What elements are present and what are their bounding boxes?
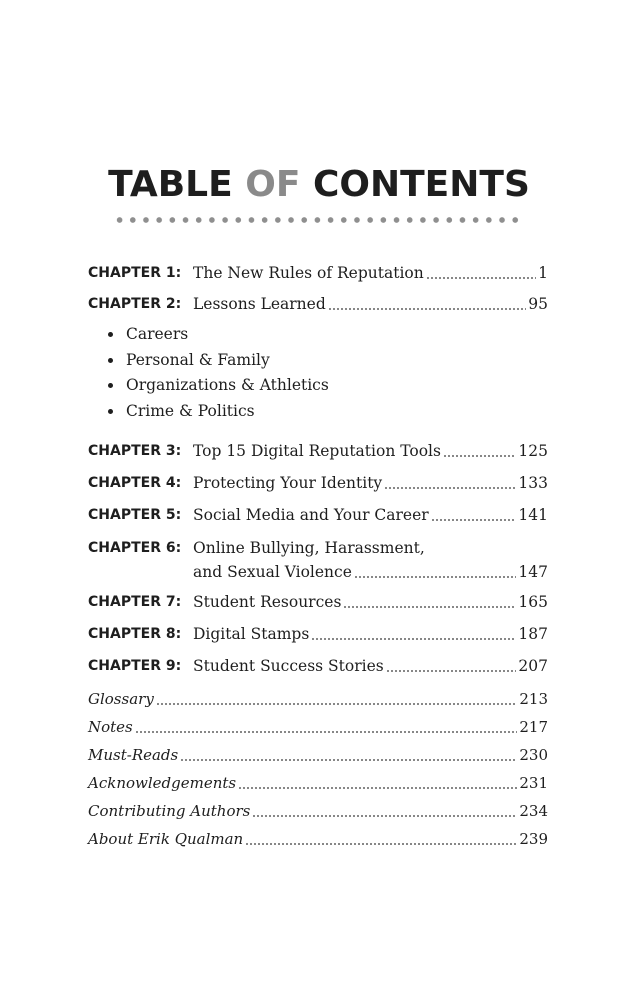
dot-leader [245, 843, 517, 845]
chapter-title: Protecting Your Identity [193, 474, 383, 492]
toc-entry-notes[interactable] [88, 715, 548, 739]
list-item [104, 322, 329, 348]
list-item [104, 373, 329, 399]
dot-leader [384, 487, 516, 489]
dot-leader [238, 787, 517, 789]
toc-entry-chapter-3[interactable] [88, 439, 548, 463]
dot-leader [431, 519, 517, 521]
page-number: 230 [519, 746, 548, 764]
page-number: 239 [519, 830, 548, 848]
subtopic-label: Organizations & Athletics [126, 376, 329, 394]
page-number: 213 [519, 690, 548, 708]
subtopic-label: Crime & Politics [126, 401, 255, 420]
chapter-label: CHAPTER 6: [88, 540, 182, 556]
toc-entry-about-author[interactable] [88, 827, 548, 851]
chapter-title: Top 15 Digital Reputation Tools [193, 442, 441, 460]
bullet-icon [108, 409, 113, 414]
toc-entry-chapter-6-continued[interactable] [88, 560, 548, 584]
entry-title: Glossary [88, 690, 154, 708]
chapter-label: CHAPTER 7: [88, 594, 182, 610]
page-title [0, 163, 638, 207]
page-number: 217 [519, 718, 548, 736]
chapter-label: CHAPTER 9: [88, 658, 182, 674]
page-number: 125 [518, 442, 548, 460]
dot-leader [426, 277, 536, 279]
entry-title: Notes [88, 718, 133, 736]
page-number: 133 [518, 474, 548, 492]
page-number: 231 [519, 774, 548, 792]
chapter-label: CHAPTER 4: [88, 475, 182, 491]
dot-leader [135, 731, 518, 733]
dot-leader [252, 815, 517, 817]
toc-entry-must-reads[interactable] [88, 743, 548, 767]
toc-entry-chapter-1[interactable] [88, 261, 548, 285]
chapter-label: CHAPTER 3: [88, 443, 182, 459]
bullet-icon [108, 383, 113, 388]
entry-title: Must-Reads [88, 746, 179, 764]
bullet-icon [108, 358, 113, 363]
page-number: 95 [528, 295, 548, 313]
toc-entry-chapter-8[interactable] [88, 622, 548, 646]
dot-leader [180, 759, 517, 761]
entry-title: About Erik Qualman [88, 830, 244, 848]
title-part-table: TABLE [108, 164, 246, 205]
chapter-title: Digital Stamps [193, 625, 310, 643]
dot-leader [343, 606, 516, 608]
page-number: 165 [518, 593, 548, 611]
chapter-label: CHAPTER 5: [88, 507, 182, 523]
chapter-title: Social Media and Your Career [193, 506, 429, 524]
toc-entry-chapter-5[interactable] [88, 503, 548, 527]
toc-entry-acknowledgements[interactable] [88, 771, 548, 795]
page-number: 187 [518, 625, 548, 643]
chapter-label: CHAPTER 2: [88, 296, 182, 312]
entry-title: Acknowledgements [88, 774, 237, 792]
chapter-title: Student Success Stories [193, 657, 384, 675]
page-number: 141 [518, 506, 548, 524]
chapter-label: CHAPTER 8: [88, 626, 182, 642]
chapter-title-line-2: and Sexual Violence [193, 563, 352, 581]
toc-entry-chapter-6[interactable] [88, 536, 548, 560]
toc-entry-chapter-2[interactable] [88, 292, 548, 316]
chapter-label: CHAPTER 1: [88, 265, 182, 281]
dot-leader [328, 308, 527, 310]
dotted-divider [113, 215, 523, 225]
entry-title: Contributing Authors [88, 802, 251, 820]
page-number: 1 [538, 264, 548, 282]
subtopic-label: Careers [126, 325, 189, 343]
toc-entry-chapter-4[interactable] [88, 471, 548, 495]
toc-entry-chapter-9[interactable] [88, 654, 548, 678]
page-number: 234 [519, 802, 548, 820]
bullet-icon [108, 332, 113, 337]
toc-entry-glossary[interactable] [88, 687, 548, 711]
dot-leader [443, 455, 516, 457]
dot-leader [311, 638, 516, 640]
page-number: 207 [518, 657, 548, 675]
chapter-title: The New Rules of Reputation [193, 264, 424, 282]
title-part-of: OF [245, 164, 301, 205]
dot-leader [354, 576, 517, 578]
title-part-contents: CONTENTS [300, 164, 530, 205]
chapter-title: Student Resources [193, 593, 342, 611]
dot-leader [386, 670, 517, 672]
page-number: 147 [518, 563, 548, 581]
subtopic-label: Personal & Family [126, 350, 270, 369]
dot-leader [156, 703, 518, 705]
chapter-title: Online Bullying, Harassment, [193, 539, 425, 557]
chapter-2-subtopics [104, 322, 329, 424]
toc-entry-chapter-7[interactable] [88, 590, 548, 614]
toc-entry-contributing-authors[interactable] [88, 799, 548, 823]
list-item [104, 399, 329, 425]
list-item [104, 348, 329, 374]
chapter-title: Lessons Learned [193, 295, 326, 313]
